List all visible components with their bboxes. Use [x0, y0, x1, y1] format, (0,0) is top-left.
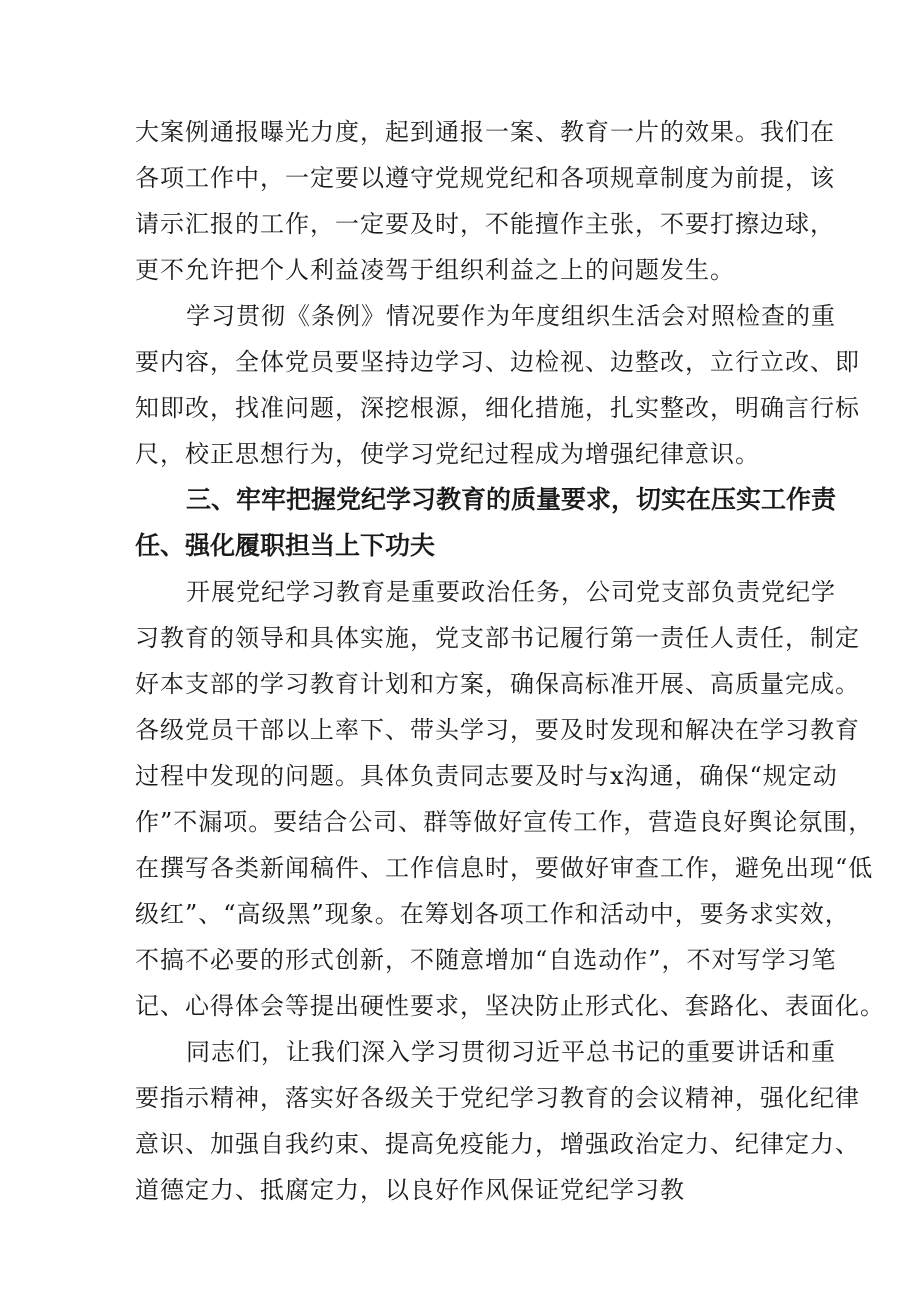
- paragraph-line: 道德定力、抵腐定力，以良好作风保证党纪学习教: [135, 1176, 685, 1204]
- paragraph-line: 知即改，找准问题，深挖根源，细化措施，扎实整改，明确言行标: [135, 394, 860, 422]
- paragraph-line: 要内容，全体党员要坚持边学习、边检视、边整改，立行立改、即: [135, 348, 860, 376]
- paragraph-line: 学习贯彻《条例》情况要作为年度组织生活会对照检查的重: [186, 302, 836, 330]
- paragraph-line: 开展党纪学习教育是重要政治任务，公司党支部负责党纪学: [186, 578, 836, 606]
- paragraph-line: 大案例通报曝光力度，起到通报一案、教育一片的效果。我们在: [135, 118, 835, 146]
- paragraph-line: 各项工作中，一定要以遵守党规党纪和各项规章制度为前提，该: [135, 164, 835, 192]
- paragraph-line: 不搞不必要的形式创新，不随意增加“自选动作”，不对写学习笔: [135, 946, 837, 974]
- paragraph-line: 过程中发现的问题。具体负责同志要及时与x沟通，确保“规定动: [135, 762, 838, 790]
- paragraph-line: 习教育的领导和具体实施，党支部书记履行第一责任人责任，制定: [135, 624, 860, 652]
- paragraph-line: 同志们，让我们深入学习贯彻习近平总书记的重要讲话和重: [186, 1038, 836, 1066]
- paragraph-line: 更不允许把个人利益凌驾于组织利益之上的问题发生。: [135, 256, 735, 284]
- paragraph-line: 意识、加强自我约束、提高免疫能力，增强政治定力、纪律定力、: [135, 1130, 860, 1158]
- paragraph-line: 请示汇报的工作，一定要及时，不能擅作主张，不要打擦边球，: [135, 210, 835, 238]
- paragraph-line: 在撰写各类新闻稿件、工作信息时，要做好审查工作，避免出现“低: [135, 854, 874, 882]
- paragraph-line: 级红”、“高级黑”现象。在筹划各项工作和活动中，要务求实效，: [135, 900, 850, 928]
- paragraph-line: 各级党员干部以上率下、带头学习，要及时发现和解决在学习教育: [135, 716, 860, 744]
- paragraph-line: 尺，校正思想行为，使学习党纪过程成为增强纪律意识。: [135, 440, 760, 468]
- paragraph-line: 作”不漏项。要结合公司、群等做好宣传工作，营造良好舆论氛围，: [135, 808, 874, 836]
- paragraph-line: 记、心得体会等提出硬性要求，坚决防止形式化、套路化、表面化。: [135, 992, 885, 1020]
- paragraph-line: 要指示精神，落实好各级关于党纪学习教育的会议精神，强化纪律: [135, 1084, 860, 1112]
- paragraph-line: 好本支部的学习教育计划和方案，确保高标准开展、高质量完成。: [135, 670, 860, 698]
- section-heading: 任、强化履职担当上下功夫: [135, 531, 436, 560]
- section-heading: 三、牢牢把握党纪学习教育的质量要求，切实在压实工作责: [186, 485, 837, 514]
